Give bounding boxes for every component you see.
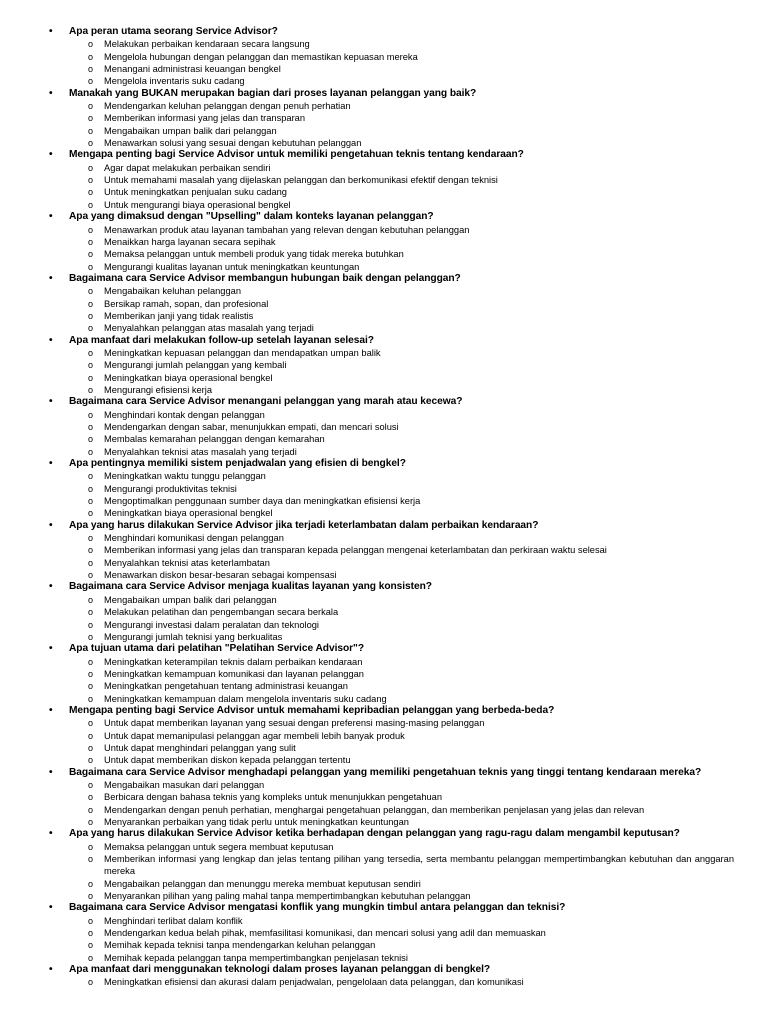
option-item: o Memaksa pelanggan untuk membeli produk yang tidak mereka butuhkan (0, 248, 768, 260)
option-item: o Meningkatkan efisiensi dan akurasi dalam penjadwalan, pengelolaan data pelanggan, dan komunikasi (0, 976, 768, 988)
option-item: o Mengelola inventaris suku cadang (0, 75, 768, 87)
option-item: o Meningkatkan keterampilan teknis dalam perbaikan kendaraan (0, 656, 768, 668)
question-text: • Apa manfaat dari menggunakan teknologi dalam proses layanan pelanggan di bengkel? (0, 964, 768, 976)
option-item: o Mendengarkan kedua belah pihak, memfasilitasi komunikasi, dan mencari solusi yang adil dan memuaskan (0, 927, 768, 939)
option-list (0, 100, 768, 149)
question-item (0, 149, 768, 211)
option-list (0, 594, 768, 643)
question-list (0, 26, 768, 989)
option-list (0, 841, 768, 903)
option-item: o Menghindari kontak dengan pelanggan (0, 409, 768, 421)
option-item: o Memihak kepada pelanggan tanpa mempertimbangkan penjelasan teknisi (0, 952, 768, 964)
question-text: • Manakah yang BUKAN merupakan bagian dari proses layanan pelanggan yang baik? (0, 88, 768, 100)
option-item: o Untuk dapat memanipulasi pelanggan agar membeli lebih banyak produk (0, 730, 768, 742)
option-item: o Menghindari terlibat dalam konflik (0, 915, 768, 927)
option-item: o Memberikan informasi yang lengkap dan jelas tentang pilihan yang tersedia, serta membantu pelanggan mempertimbangkan kebutuhan dan anggaran mereka (0, 853, 768, 878)
option-item: o Mengabaikan umpan balik dari pelanggan (0, 125, 768, 137)
option-list (0, 285, 768, 334)
option-item: o Menghindari komunikasi dengan pelanggan (0, 532, 768, 544)
option-item: o Meningkatkan kepuasan pelanggan dan mendapatkan umpan balik (0, 347, 768, 359)
option-list (0, 409, 768, 458)
question-text: • Bagaimana cara Service Advisor mengatasi konflik yang mungkin timbul antara pelanggan dan teknisi? (0, 902, 768, 914)
option-item: o Meningkatkan biaya operasional bengkel (0, 372, 768, 384)
question-text: • Apa pentingnya memiliki sistem penjadwalan yang efisien di bengkel? (0, 458, 768, 470)
option-item: o Mengabaikan masukan dari pelanggan (0, 779, 768, 791)
question-item (0, 964, 768, 989)
option-item: o Untuk dapat memberikan layanan yang sesuai dengan preferensi masing-masing pelanggan (0, 717, 768, 729)
question-item (0, 767, 768, 829)
question-item (0, 520, 768, 582)
question-text: • Bagaimana cara Service Advisor menangani pelanggan yang marah atau kecewa? (0, 396, 768, 408)
question-text: • Apa tujuan utama dari pelatihan "Pelatihan Service Advisor"? (0, 643, 768, 655)
option-item: o Melakukan perbaikan kendaraan secara langsung (0, 38, 768, 50)
option-list (0, 717, 768, 766)
option-item: o Meningkatkan kemampuan komunikasi dan layanan pelanggan (0, 668, 768, 680)
question-item (0, 211, 768, 273)
option-list (0, 347, 768, 396)
option-item: o Mengabaikan keluhan pelanggan (0, 285, 768, 297)
option-item: o Menawarkan solusi yang sesuai dengan kebutuhan pelanggan (0, 137, 768, 149)
question-item (0, 88, 768, 150)
option-item: o Memberikan informasi yang jelas dan transparan (0, 112, 768, 124)
option-item: o Menyarankan pilihan yang paling mahal tanpa mempertimbangkan kebutuhan pelanggan (0, 890, 768, 902)
option-item: o Mengurangi produktivitas teknisi (0, 483, 768, 495)
option-list (0, 38, 768, 87)
option-item: o Menawarkan produk atau layanan tambahan yang relevan dengan kebutuhan pelanggan (0, 224, 768, 236)
option-item: o Untuk memahami masalah yang dijelaskan pelanggan dan berkomunikasi efektif dengan teknisi (0, 174, 768, 186)
option-item: o Meningkatkan waktu tunggu pelanggan (0, 470, 768, 482)
option-item: o Menyalahkan pelanggan atas masalah yang terjadi (0, 322, 768, 334)
question-item (0, 581, 768, 643)
question-item (0, 458, 768, 520)
question-text: • Apa yang harus dilakukan Service Advisor jika terjadi keterlambatan dalam perbaikan kendaraan? (0, 520, 768, 532)
option-item: o Mengurangi investasi dalam peralatan dan teknologi (0, 619, 768, 631)
option-list (0, 224, 768, 273)
option-item: o Membalas kemarahan pelanggan dengan kemarahan (0, 433, 768, 445)
option-item: o Mengoptimalkan penggunaan sumber daya dan meningkatkan efisiensi kerja (0, 495, 768, 507)
option-item: o Memihak kepada teknisi tanpa mendengarkan keluhan pelanggan (0, 939, 768, 951)
question-item (0, 335, 768, 397)
question-text: • Apa yang harus dilakukan Service Advisor ketika berhadapan dengan pelanggan yang ragu-ragu dalam mengambil keputusan? (0, 828, 768, 840)
option-item: o Memaksa pelanggan untuk segera membuat keputusan (0, 841, 768, 853)
option-list (0, 779, 768, 828)
option-item: o Untuk dapat memberikan diskon kepada pelanggan tertentu (0, 754, 768, 766)
option-item: o Mengurangi jumlah teknisi yang berkualitas (0, 631, 768, 643)
option-item: o Menangani administrasi keuangan bengkel (0, 63, 768, 75)
option-item: o Melakukan pelatihan dan pengembangan secara berkala (0, 606, 768, 618)
option-item: o Mengurangi jumlah pelanggan yang kembali (0, 359, 768, 371)
option-list (0, 656, 768, 705)
option-list (0, 532, 768, 581)
question-item (0, 828, 768, 902)
question-item (0, 26, 768, 88)
option-list (0, 915, 768, 964)
option-item: o Untuk meningkatkan penjualan suku cadang (0, 186, 768, 198)
question-text: • Apa peran utama seorang Service Advisor? (0, 26, 768, 38)
document-body (0, 26, 768, 989)
option-item: o Mengelola hubungan dengan pelanggan dan memastikan kepuasan mereka (0, 51, 768, 63)
option-item: o Mengabaikan umpan balik dari pelanggan (0, 594, 768, 606)
option-item: o Menaikkan harga layanan secara sepihak (0, 236, 768, 248)
option-item: o Meningkatkan kemampuan dalam mengelola inventaris suku cadang (0, 693, 768, 705)
option-item: o Menyalahkan teknisi atas keterlambatan (0, 557, 768, 569)
question-item (0, 705, 768, 767)
option-item: o Untuk mengurangi biaya operasional bengkel (0, 199, 768, 211)
option-item: o Menawarkan diskon besar-besaran sebagai kompensasi (0, 569, 768, 581)
question-text: • Bagaimana cara Service Advisor menghadapi pelanggan yang memiliki pengetahuan teknis yang tinggi tentang kendaraan mereka? (0, 767, 768, 779)
question-text: • Mengapa penting bagi Service Advisor untuk memahami kepribadian pelanggan yang berbeda-beda? (0, 705, 768, 717)
question-text: • Bagaimana cara Service Advisor membangun hubungan baik dengan pelanggan? (0, 273, 768, 285)
option-item: o Berbicara dengan bahasa teknis yang kompleks untuk menunjukkan pengetahuan (0, 791, 768, 803)
option-item: o Memberikan informasi yang jelas dan transparan kepada pelanggan mengenai keterlambatan dan perkiraan waktu selesai (0, 544, 768, 556)
option-item: o Mengurangi kualitas layanan untuk meningkatkan keuntungan (0, 261, 768, 273)
option-item: o Mendengarkan dengan sabar, menunjukkan empati, dan mencari solusi (0, 421, 768, 433)
question-item (0, 396, 768, 458)
option-list (0, 976, 768, 988)
question-text: • Bagaimana cara Service Advisor menjaga kualitas layanan yang konsisten? (0, 581, 768, 593)
option-item: o Agar dapat melakukan perbaikan sendiri (0, 162, 768, 174)
option-item: o Memberikan janji yang tidak realistis (0, 310, 768, 322)
option-item: o Mendengarkan dengan penuh perhatian, menghargai pengetahuan pelanggan, dan memberikan penjelasan yang jelas dan relevan (0, 804, 768, 816)
option-list (0, 470, 768, 519)
option-item: o Meningkatkan biaya operasional bengkel (0, 507, 768, 519)
question-text: • Mengapa penting bagi Service Advisor untuk memiliki pengetahuan teknis tentang kendaraan? (0, 149, 768, 161)
option-list (0, 162, 768, 211)
option-item: o Menyalahkan teknisi atas masalah yang terjadi (0, 446, 768, 458)
option-item: o Menyarankan perbaikan yang tidak perlu untuk meningkatkan keuntungan (0, 816, 768, 828)
option-item: o Meningkatkan pengetahuan tentang administrasi keuangan (0, 680, 768, 692)
question-text: • Apa manfaat dari melakukan follow-up setelah layanan selesai? (0, 335, 768, 347)
question-item (0, 273, 768, 335)
option-item: o Mengabaikan pelanggan dan menunggu mereka membuat keputusan sendiri (0, 878, 768, 890)
option-item: o Mengurangi efisiensi kerja (0, 384, 768, 396)
option-item: o Bersikap ramah, sopan, dan profesional (0, 298, 768, 310)
option-item: o Mendengarkan keluhan pelanggan dengan penuh perhatian (0, 100, 768, 112)
question-item (0, 643, 768, 705)
question-item (0, 902, 768, 964)
question-text: • Apa yang dimaksud dengan "Upselling" dalam konteks layanan pelanggan? (0, 211, 768, 223)
option-item: o Untuk dapat menghindari pelanggan yang sulit (0, 742, 768, 754)
